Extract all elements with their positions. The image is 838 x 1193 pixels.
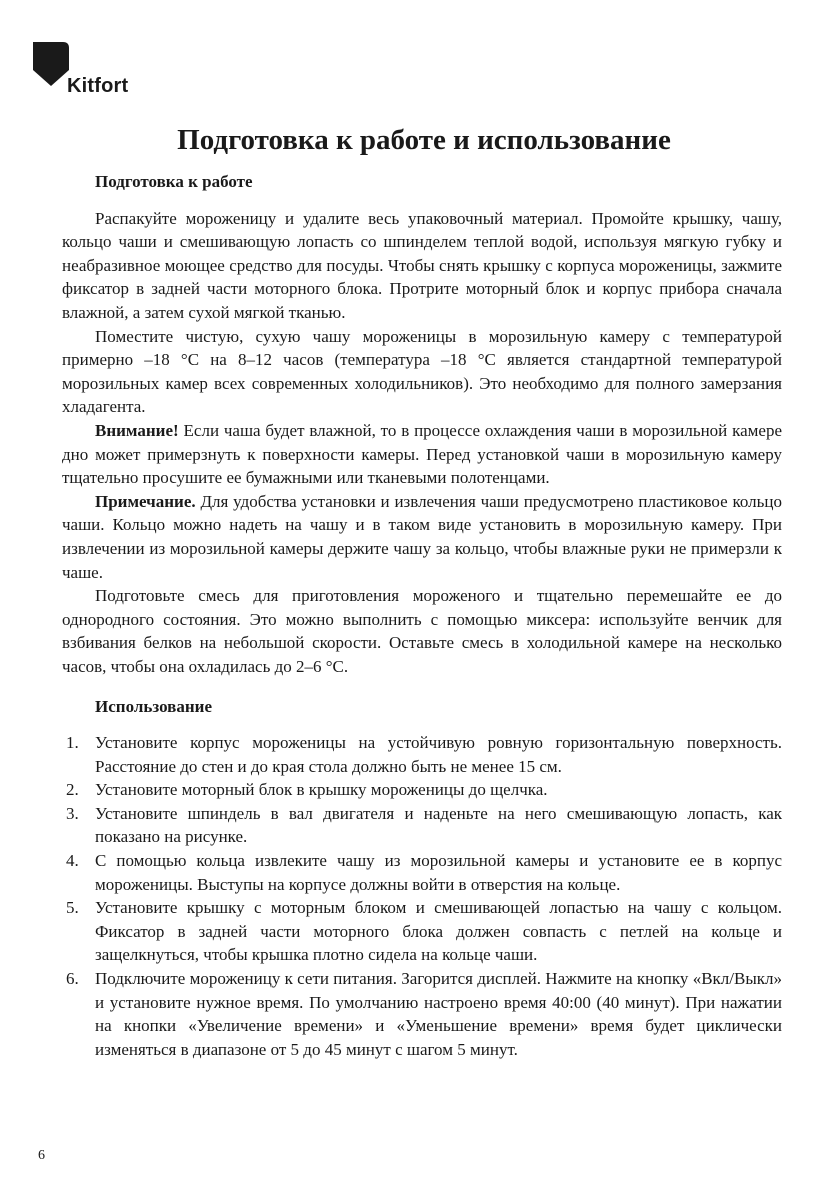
paragraph-unpack: Распакуйте мороженицу и удалите весь упаковочный материал. Промойте крышку, чашу, кольцо чаши и смешивающую лопасть со шпинделем теплой водой, используя мягкую губку и неабразивное моющее средство для посуды. Чтобы снять крышку с корпуса мороженицы, зажмите фиксатор в задней части моторного блока. Протрите моторный блок и корпус прибора сначала влажной, а затем сухой мягкой тканью.: [62, 208, 782, 322]
step-text: Установите крышку с моторным блоком и смешивающей лопастью на чашу с кольцом. Фиксатор в задней части моторного блока должен совпасть с петлей на кольце и защелкнуться, чтобы крышка плотно сидела на кольце чаши.: [95, 898, 782, 965]
brand-logo: [33, 42, 128, 98]
list-item: [62, 849, 782, 896]
kitfort-logo-icon: [33, 42, 69, 98]
note-label: Примечание.: [95, 491, 196, 511]
usage-steps-list: [62, 731, 782, 1061]
list-item: [62, 731, 782, 778]
paragraph-mixture: Подготовьте смесь для приготовления мороженого и тщательно перемешайте ее до однородного состояния. Это можно выполнить с помощью миксера: используйте венчик для взбивания белков на небольшой скорости. Оставьте смесь в холодильной камере на несколько часов, чтобы она охладилась до 2–6 °С.: [62, 586, 782, 676]
step-text: Подключите мороженицу к сети питания. Загорится дисплей. Нажмите на кнопку «Вкл/Выкл» и установите нужное время. По умолчанию настроено время 40:00 (40 минут). При нажатии на кнопки «Увеличение времени» и «Уменьшение времени» время будет циклически изменяться в диапазоне от 5 до 45 минут с шагом 5 минут.: [95, 969, 782, 1059]
brand-name: Kitfort: [67, 75, 129, 97]
paragraph-warning: [62, 419, 782, 490]
warning-label: Внимание!: [95, 420, 179, 440]
page-title: Подготовка к работе и использование: [177, 124, 671, 156]
list-item: [62, 967, 782, 1061]
main-content: [62, 170, 782, 1061]
list-item: [62, 896, 782, 967]
step-number: 6.: [66, 969, 79, 988]
step-text: Установите шпиндель в вал двигателя и наденьте на него смешивающую лопасть, как показано на рисунке.: [95, 803, 782, 847]
step-number: 3.: [66, 803, 79, 823]
note-text: Для удобства установки и извлечения чаши предусмотрено пластиковое кольцо чаши. Кольцо можно надеть на чашу и в таком виде установить в морозильную камеру. При извлечении из морозильной камеры держите чашу за кольцо, чтобы влажные руки не примерзли к чаше.: [62, 491, 782, 582]
step-number: 4.: [66, 851, 79, 871]
step-text: Установите моторный блок в крышку мороженицы до щелчка.: [95, 780, 548, 800]
step-number: 1.: [66, 733, 79, 753]
list-item: [62, 778, 782, 802]
list-item: [62, 802, 782, 849]
step-number: 2.: [66, 780, 79, 800]
step-text: С помощью кольца извлеките чашу из морозильной камеры и установите ее в корпус мороженицы. Выступы на корпусе должны войти в отверстия на кольце.: [95, 851, 782, 894]
step-number: 5.: [66, 898, 79, 918]
section-heading-usage: Использование: [95, 697, 212, 717]
section-heading-preparation: Подготовка к работе: [95, 172, 253, 191]
paragraph-freeze: Поместите чистую, сухую чашу мороженицы в морозильную камеру с температурой примерно –18 °С на 8–12 часов (температура –18 °С является стандартной температурой морозильных камер всех современных холодильников). Это необходимо для полного замерзания хладагента.: [62, 326, 782, 417]
paragraph-note: [62, 490, 782, 584]
step-text: Установите корпус мороженицы на устойчивую ровную горизонтальную поверхность. Расстояние до стен и до края стола должно быть не менее 15 см.: [95, 733, 782, 776]
page-number: 6: [38, 1148, 45, 1163]
warning-text: Если чаша будет влажной, то в процессе охлаждения чаши в морозильной камере дно может примерзнуть к поверхности камеры. Перед установкой чаши в морозильную камеру тщательно просушите ее бумажными или тканевыми полотенцами.: [62, 420, 782, 488]
